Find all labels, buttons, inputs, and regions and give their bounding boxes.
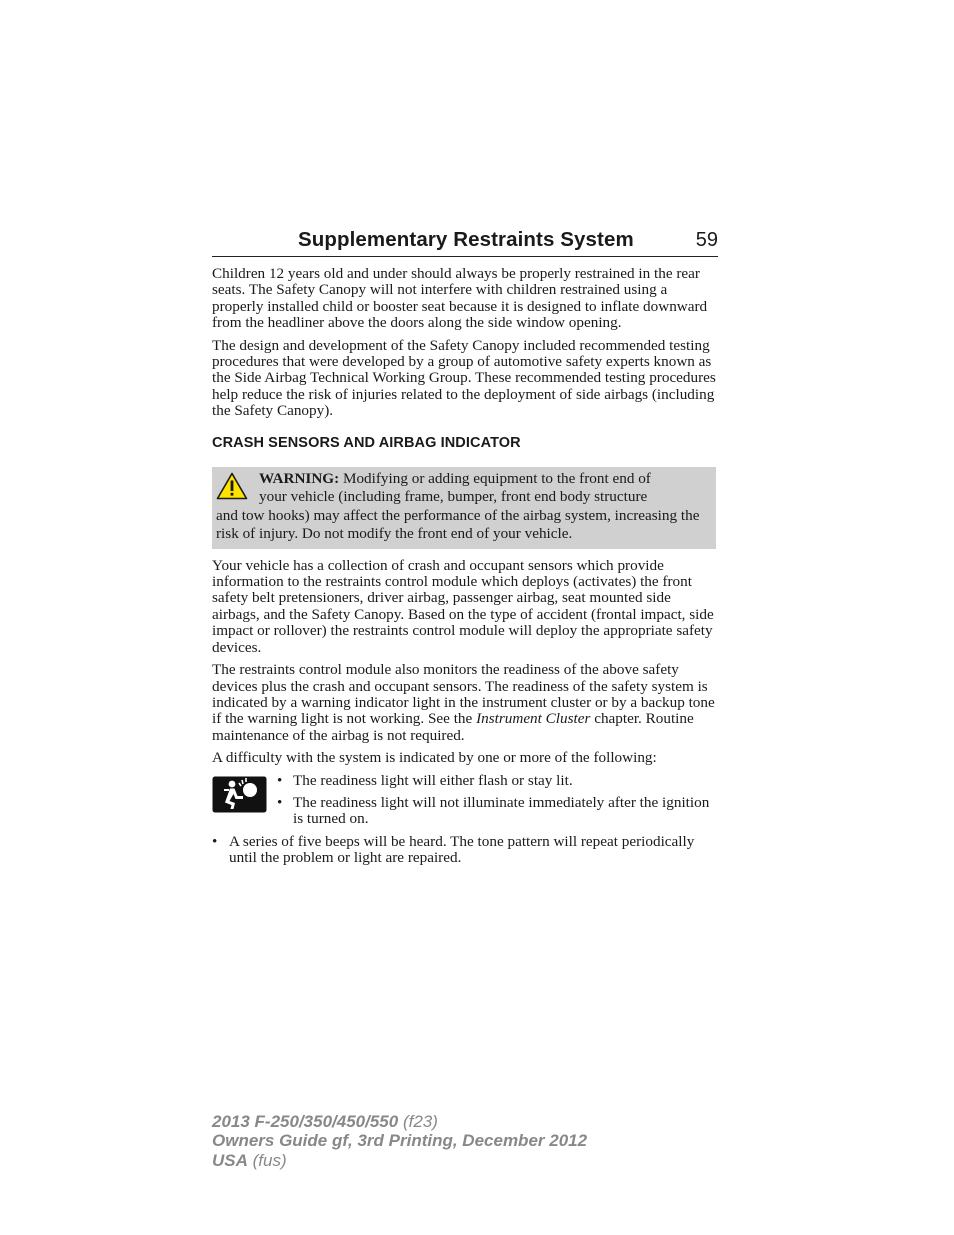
- warning-triangle-icon: [216, 472, 248, 500]
- warning-text-rest: and tow hooks) may affect the performance of the airbag system, increasing the risk of injury. Do not modify the front end of your vehicle.: [216, 506, 700, 543]
- warning-label: WARNING:: [259, 469, 340, 487]
- footer-edition-line: [212, 1131, 587, 1150]
- footer-model: 2013 F-250/350/450/550: [212, 1112, 399, 1131]
- footer-model-code: (f23): [398, 1112, 438, 1131]
- section-heading: CRASH SENSORS AND AIRBAG INDICATOR: [212, 434, 521, 451]
- bullet-text: The readiness light will not illuminate immediately after the ignition is turned on.: [293, 793, 710, 828]
- page-number: 59: [695, 229, 718, 251]
- instrument-cluster-reference: Instrument Cluster: [476, 710, 591, 728]
- indicator-bullets: [212, 773, 716, 828]
- bullet-text: A series of five beeps will be heard. The tone pattern will repeat periodically until the problem or light are repaired.: [229, 832, 695, 867]
- beep-bullet-list: [212, 834, 716, 867]
- footer-market-line: [212, 1151, 587, 1170]
- paragraph-children-restraint: Children 12 years old and under should always be properly restrained in the rear seats. The Safety Canopy will not interfere with children restrained using a properly installed child or booster seat because it is designed to inflate downward from the headliner above the doors along the side window opening.: [212, 265, 708, 332]
- page-header: [212, 228, 718, 257]
- list-item: [277, 795, 716, 828]
- footer-edition: Owners Guide gf, 3rd Printing, December 2012: [212, 1131, 588, 1151]
- footer-model-line: [212, 1112, 587, 1131]
- footer-market: USA: [212, 1150, 248, 1170]
- readiness-text-after: chapter. Routine maintenance of the airbag is not required.: [212, 710, 694, 744]
- warning-text-line1: Modifying or adding equipment to the front end of: [339, 469, 651, 487]
- paragraph-readiness-monitoring: [212, 662, 716, 744]
- warning-text-line2: your vehicle (including frame, bumper, front end body structure: [259, 488, 648, 506]
- readiness-text-before: The restraints control module also monitors the readiness of the above safety devices plus the crash and occupant sensors. The readiness of the safety system is indicated by a warning indicator light in the instrument cluster or by a backup tone if the warning light is not working. See the: [212, 661, 715, 728]
- bullet-marker: •: [212, 832, 218, 850]
- bullet-text: The readiness light will either flash or stay lit.: [293, 771, 573, 789]
- list-item: [277, 773, 716, 789]
- list-item: [212, 834, 716, 867]
- indicator-bullet-list: [212, 773, 716, 828]
- warning-text-first-line: [216, 470, 712, 489]
- manual-page: [212, 228, 716, 867]
- paragraph-safety-canopy-design: The design and development of the Safety Canopy included recommended testing procedures that were developed by a group of automotive safety experts known as the Side Airbag Technical Working Group. These recommended testing procedures help reduce the risk of injuries related to the deployment of side airbags (including the Safety Canopy).: [212, 336, 716, 420]
- paragraph-difficulty-intro: A difficulty with the system is indicated by one or more of the following:: [212, 749, 657, 767]
- paragraph-crash-sensors: Your vehicle has a collection of crash and occupant sensors which provide information to the restraints control module which deploys (activates) the front safety belt pretensioners, driver airbag, passenger airbag, seat mounted side airbags, and the Safety Canopy. Based on the type of accident (frontal impact, side impact or rollover) the restraints control module will deploy the appropriate safety devices.: [212, 556, 714, 656]
- bullet-marker: •: [277, 793, 283, 811]
- bullet-marker: •: [277, 771, 283, 789]
- warning-box: [212, 467, 716, 549]
- footer-market-code: (fus): [247, 1150, 287, 1170]
- chapter-title: Supplementary Restraints System: [298, 228, 634, 251]
- airbag-warning-light-icon: [212, 776, 267, 813]
- page-footer: [212, 1112, 587, 1170]
